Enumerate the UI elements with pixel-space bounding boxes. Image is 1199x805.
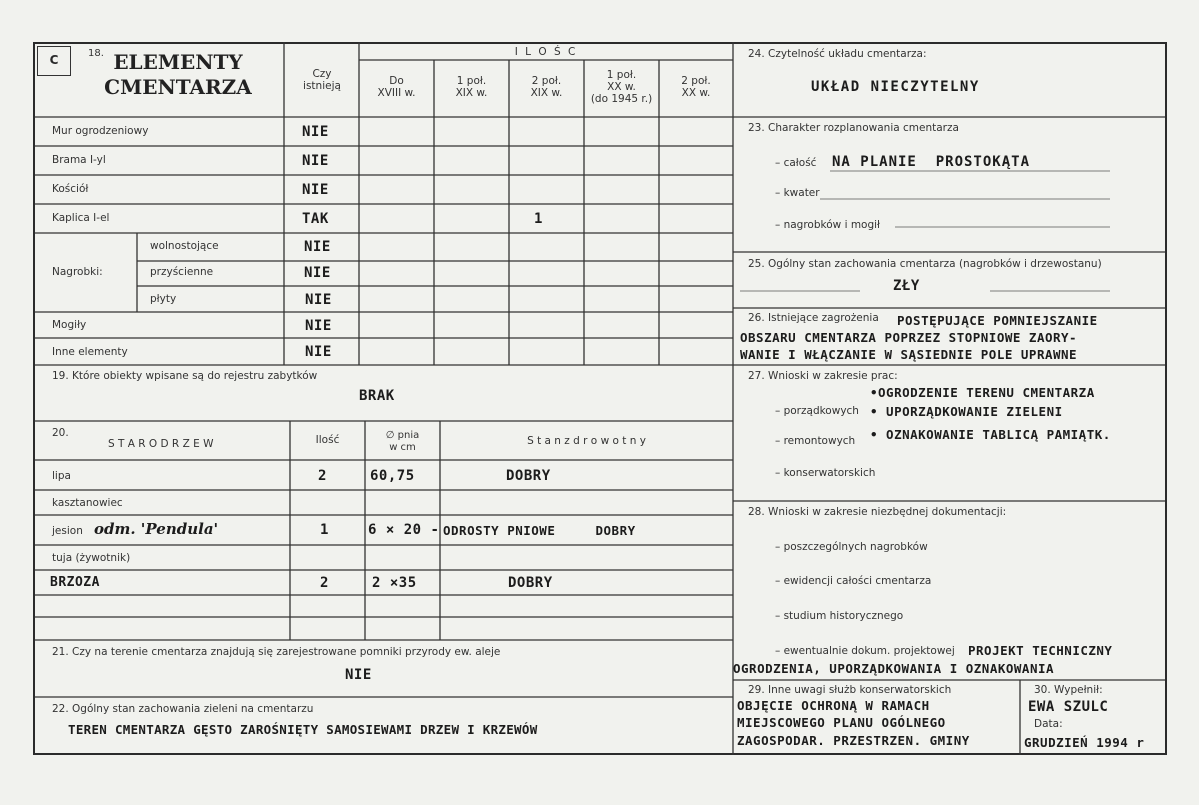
- section-20-number: 20.: [52, 427, 69, 439]
- period-4-l2: XX w.: [607, 81, 636, 94]
- section-27-label: 27. Wnioski w zakresie prac:: [748, 370, 898, 382]
- tree-diam-5: 2 ×35: [372, 575, 417, 591]
- category-box: C: [37, 46, 71, 76]
- date-label: Data:: [1034, 718, 1063, 730]
- layout-graves-label: – nagrobków i mogił: [775, 219, 881, 231]
- section-23-label: 23. Charakter rozplanowania cmentarza: [748, 122, 959, 134]
- tree-health-3: ODROSTY PNIOWE DOBRY: [443, 523, 636, 538]
- tree-name-3: jesion: [52, 525, 83, 537]
- tree-count-1: 2: [318, 468, 327, 484]
- exists-wall: NIE: [302, 124, 329, 140]
- period-5-l2: XX w.: [681, 87, 711, 100]
- title-line-2: CMENTARZA: [104, 75, 252, 99]
- works-repair-label: – remontowych: [775, 435, 856, 447]
- remarks-line-3: ZAGOSPODAR. PRZESTRZEN. GMINY: [737, 733, 970, 748]
- period-3: [509, 75, 584, 99]
- section-25-label: 25. Ogólny stan zachowania cmentarza (nagrobków i drzewostanu): [748, 258, 1102, 270]
- docs-value-line-2: OGRODZENIA, UPORZĄDKOWANIA I OZNAKOWANIA: [733, 661, 1055, 676]
- section-30-label: 30. Wypełnił:: [1034, 684, 1103, 696]
- period-1-l2: XVIII w.: [377, 87, 416, 100]
- period-1-l1: Do: [389, 75, 404, 87]
- period-5: [659, 75, 733, 99]
- layout-quarters-label: – kwater: [775, 187, 820, 199]
- remarks-line-2: MIEJSCOWEGO PLANU OGÓLNEGO: [737, 715, 946, 730]
- exists-slabs: NIE: [305, 292, 332, 308]
- period-4-l1: 1 poł.: [606, 69, 637, 81]
- section-21-label: 21. Czy na terenie cmentarza znajdują się zarejestrowane pomniki przyrody ew. aleje: [52, 646, 501, 658]
- section-22-label: 22. Ogólny stan zachowania zieleni na cmentarzu: [52, 703, 314, 715]
- works-cleanup-label: – porządkowych: [775, 405, 859, 417]
- period-4-l3: (do 1945 r.): [590, 93, 653, 106]
- tree-name-1: lipa: [52, 470, 71, 482]
- tree-count-3: 1: [320, 522, 329, 538]
- date-value: GRUDZIEŃ 1994 r: [1024, 735, 1145, 750]
- col-exists-l2: istnieją: [303, 80, 341, 93]
- section-18-title: [98, 50, 258, 100]
- tree-name-2: kasztanowiec: [52, 497, 123, 509]
- col-trees: S T A R O D R Z E W: [108, 438, 214, 450]
- tree-health-1: DOBRY: [506, 468, 551, 484]
- period-3-l1: 2 poł.: [531, 75, 562, 87]
- tree-diam-1: 60,75: [370, 468, 415, 484]
- row-label-chapel: Kaplica I-el: [52, 212, 110, 224]
- period-4: [584, 69, 659, 105]
- filled-by-name: EWA SZULC: [1028, 699, 1109, 715]
- tree-name-4: tuja (żywotnik): [52, 552, 131, 564]
- tree-extra-3: odm. 'Pendula': [94, 520, 219, 538]
- tree-count-5: 2: [320, 575, 329, 591]
- section-19-label: 19. Które obiekty wpisane są do rejestru zabytków: [52, 370, 318, 382]
- tree-diam-3: 6 × 20 -: [368, 522, 440, 538]
- row-label-gate: Brama I-yl: [52, 154, 106, 166]
- title-line-1: ELEMENTY: [113, 50, 243, 74]
- period-2-l1: 1 poł.: [456, 75, 487, 87]
- tree-name-5: BRZOZA: [50, 575, 100, 590]
- exists-wall-mounted: NIE: [304, 265, 331, 281]
- section-24-label: 24. Czytelność układu cmentarza:: [748, 48, 927, 60]
- col-exists-l1: Czy: [312, 68, 332, 80]
- row-label-freestanding: wolnostojące: [150, 240, 219, 252]
- col-diameter-l1: ∅ pnia: [385, 430, 420, 441]
- threats-line-1: POSTĘPUJĄCE POMNIEJSZANIE: [897, 313, 1098, 328]
- works-conservation-label: – konserwatorskich: [775, 467, 876, 479]
- period-1: [359, 75, 434, 99]
- section-25-value: ZŁY: [893, 278, 920, 294]
- exists-chapel: TAK: [302, 211, 329, 227]
- section-19-value: BRAK: [359, 388, 395, 404]
- col-exists-header: [286, 68, 358, 92]
- exists-church: NIE: [302, 182, 329, 198]
- exists-other: NIE: [305, 344, 332, 360]
- period-5-l1: 2 poł.: [681, 75, 711, 87]
- period-2: [434, 75, 509, 99]
- section-26-label: 26. Istniejące zagrożenia: [748, 312, 879, 324]
- count-chapel: 1: [534, 211, 543, 227]
- exists-graves: NIE: [305, 318, 332, 334]
- quantity-header: I L O Ś C: [514, 46, 578, 58]
- exists-gate: NIE: [302, 153, 329, 169]
- col-diameter-l2: w cm: [389, 441, 416, 453]
- docs-project-label: – ewentualnie dokum. projektowej: [775, 645, 955, 657]
- row-label-church: Kościół: [52, 183, 89, 195]
- exists-freestanding: NIE: [304, 239, 331, 255]
- row-label-wall: Mur ogrodzeniowy: [52, 125, 149, 137]
- docs-gravestones-label: – poszczególnych nagrobków: [775, 541, 928, 553]
- row-label-slabs: płyty: [150, 293, 177, 305]
- section-28-label: 28. Wnioski w zakresie niezbędnej dokumentacji:: [748, 506, 1007, 518]
- docs-records-label: – ewidencji całości cmentarza: [775, 575, 932, 587]
- remarks-line-1: OBJĘCIE OCHRONĄ W RAMACH: [737, 698, 930, 713]
- period-2-l2: XIX w.: [455, 87, 488, 100]
- section-22-value: TEREN CMENTARZA GĘSTO ZAROŚNIĘTY SAMOSIEWAMI DRZEW I KRZEWÓW: [68, 722, 538, 737]
- col-diameter: [365, 430, 440, 453]
- threats-line-2: OBSZARU CMENTARZA POPRZEZ STOPNIOWE ZAORY-: [740, 330, 1078, 345]
- docs-value-line-1: PROJEKT TECHNICZNY: [968, 643, 1113, 658]
- row-label-gravestones: Nagrobki:: [52, 266, 103, 278]
- docs-history-label: – studium historycznego: [775, 610, 904, 622]
- row-label-graves: Mogiły: [52, 319, 87, 331]
- col-tree-count: Ilość: [315, 434, 340, 446]
- period-3-l2: XIX w.: [530, 87, 563, 100]
- section-21-value: NIE: [345, 667, 372, 683]
- works-value-3: • OZNAKOWANIE TABLICĄ PAMIĄTK.: [870, 427, 1111, 442]
- tree-health-5: DOBRY: [508, 575, 553, 591]
- layout-whole-label: – całość: [775, 157, 817, 169]
- row-label-wall-mounted: przyścienne: [150, 266, 214, 278]
- row-label-other: Inne elementy: [52, 346, 128, 358]
- works-value-1: •OGRODZENIE TERENU CMENTARZA: [870, 385, 1095, 400]
- layout-whole-value: NA PLANIE PROSTOKĄTA: [832, 154, 1031, 170]
- col-health: S t a n z d r o w o t n y: [527, 435, 646, 447]
- threats-line-3: WANIE I WŁĄCZANIE W SĄSIEDNIE POLE UPRAWNE: [740, 347, 1078, 362]
- section-24-value: UKŁAD NIECZYTELNY: [811, 79, 980, 95]
- section-29-label: 29. Inne uwagi służb konserwatorskich: [748, 684, 952, 696]
- section-18-number: 18.: [88, 48, 104, 59]
- works-value-2: • UPORZĄDKOWANIE ZIELENI: [870, 404, 1063, 419]
